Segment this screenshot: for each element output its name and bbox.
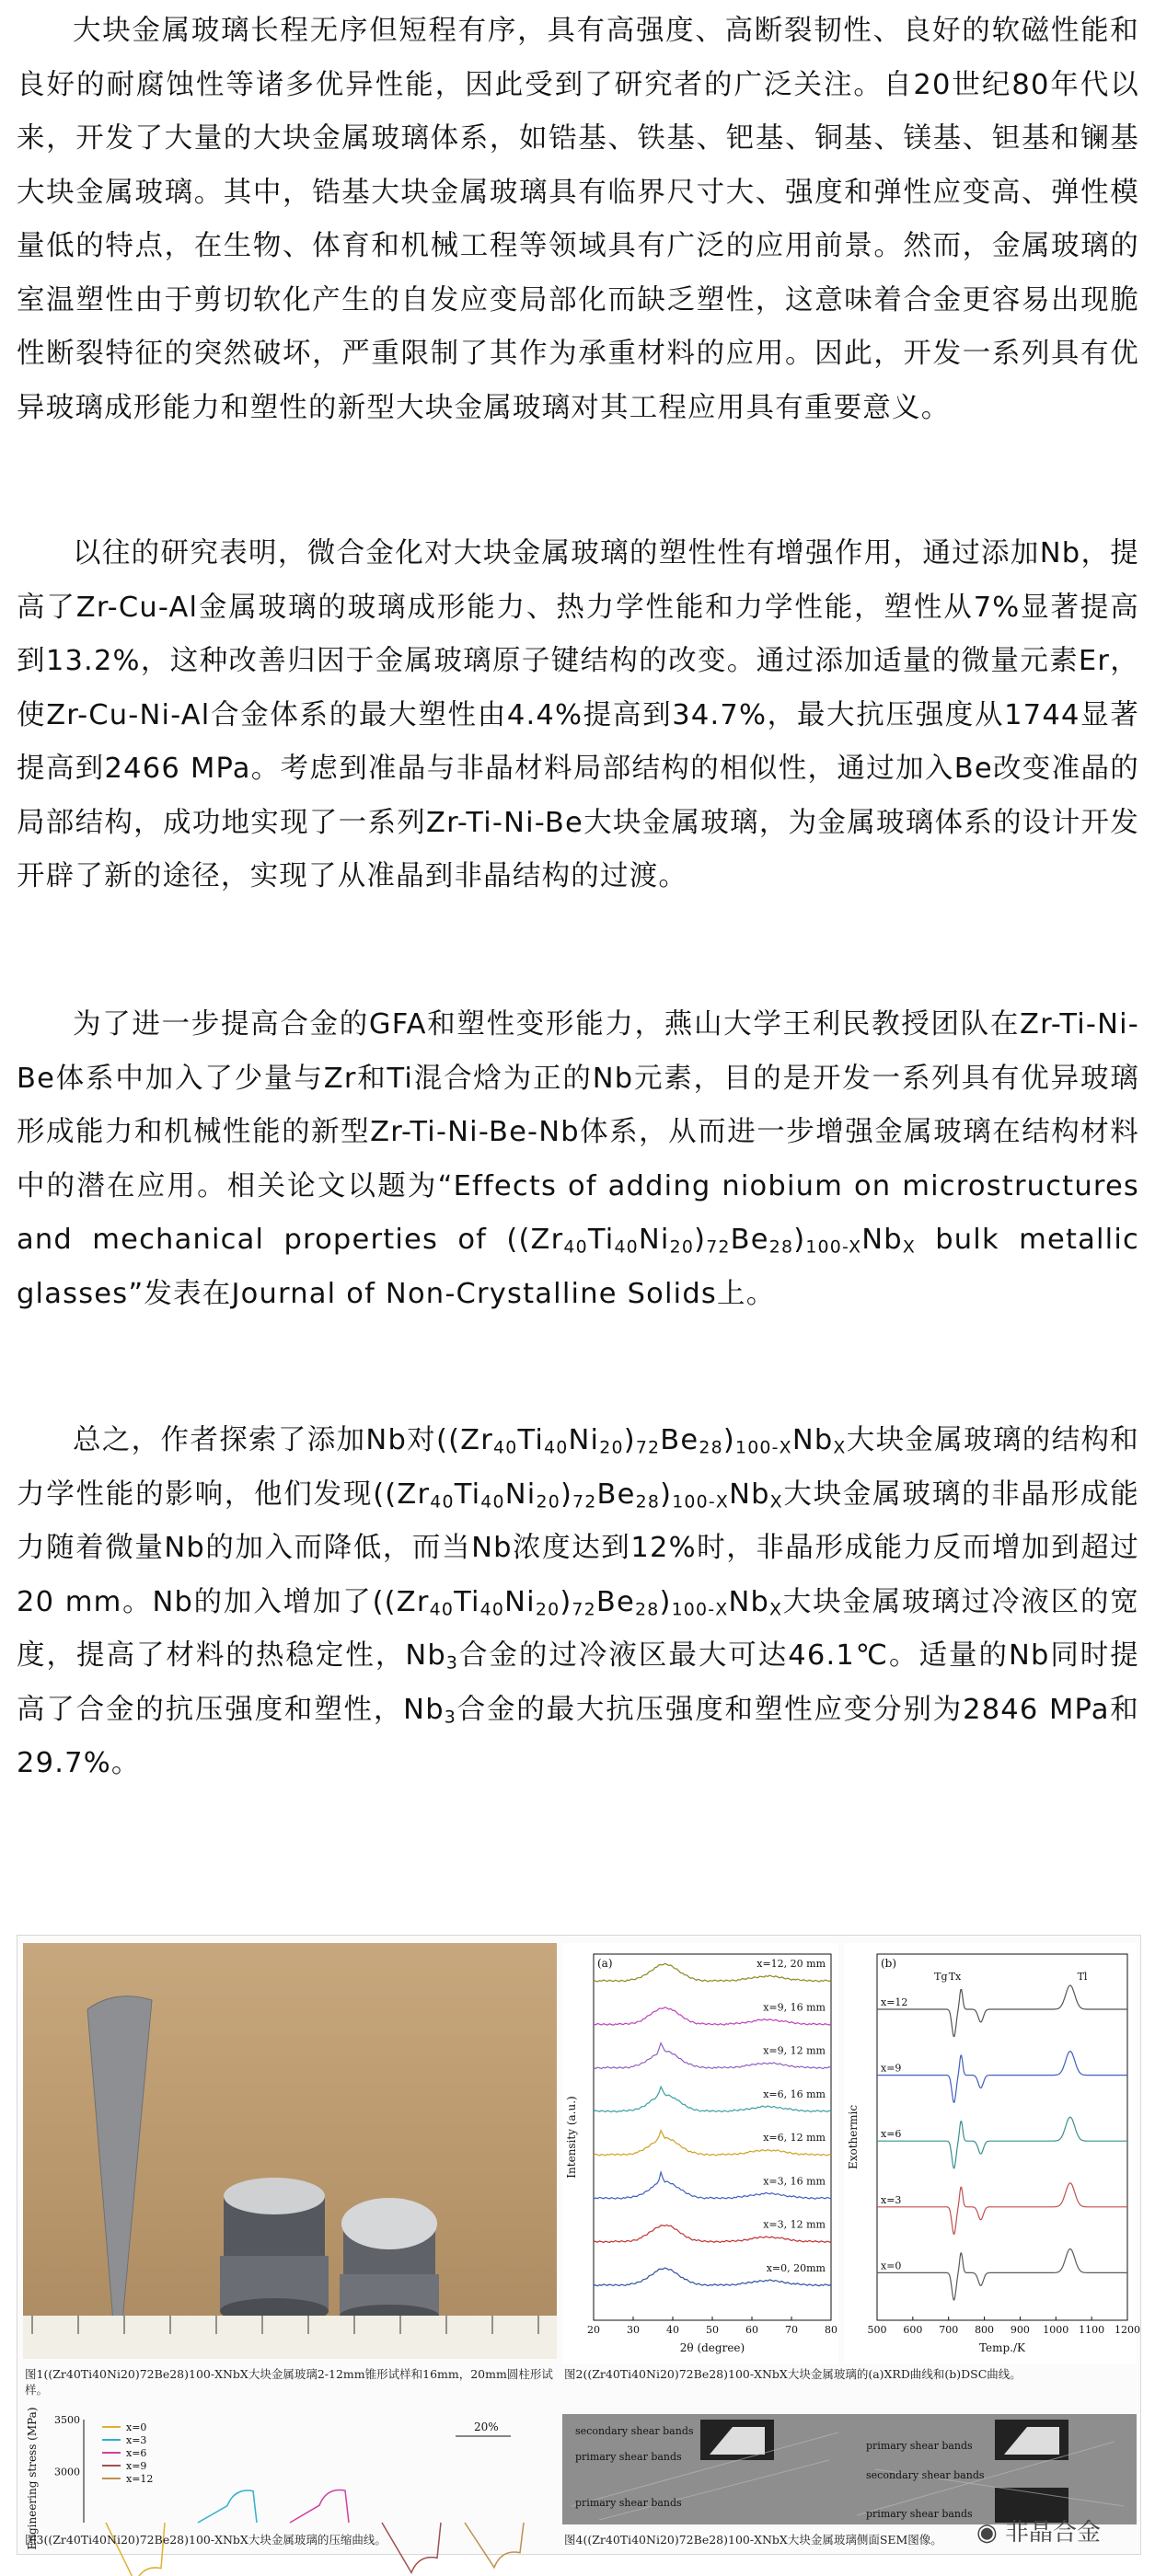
stress-legend-label-3: x=9 xyxy=(126,2460,147,2472)
cone-sample xyxy=(87,1996,152,2322)
dsc-tick-label-2: 700 xyxy=(939,2324,959,2336)
xrd-series-label-2: x=9, 12 mm xyxy=(763,2044,826,2057)
paragraph-background: 以往的研究表明，微合金化对大块金属玻璃的塑性性有增强作用，通过添加Nb，提高了Zr-Cu-Al金属玻璃的玻璃成形能力、热力学性能和力学性能，塑性从7%显著提高到13.2%，这种改善归因于金属玻璃原子键结构的改变。通过添加适量的微量元素Er，使Zr-Cu-Ni-Al合金体系的最大塑性由4.4%提高到34.7%，最大抗压强度从1744显著提高到2466 MPa。考虑到准晶与非晶材料局部结构的相似性，通过加入Be改变准晶的局部结构，成功地实现了一系列Zr-Ti-Ni-Be大块金属玻璃，为金属玻璃体系的设计开发开辟了新的途径，实现了从准晶到非晶结构的过渡。 xyxy=(17,537,1139,892)
stress-ylabel: Engineering stress (MPa) xyxy=(26,2407,39,2550)
xrd-tick-label-3: 50 xyxy=(706,2324,719,2336)
paragraph-study: 为了进一步提高合金的GFA和塑性变形能力，燕山大学王利民教授团队在Zr-Ti-Ni-Be体系中加入了少量与Zr和Ti混合焓为正的Nb元素，目的是开发一系列具有优异玻璃形成能力和机械性能的新型Zr-Ti-Ni-Be-Nb体系，从而进一步增强金属玻璃在结构材料中的潜在应用。相关论文以题为“Effects of adding niobium on microstructures and mechanical properties of $((Zr_{40}Ti_{40}Ni_{20})_{72}Be_{28})_{100-X}Nb_X$ bulk metallic glasses”发表在Journal of Non-Crystalline Solids上。 xyxy=(17,1008,1139,1310)
xrd-series-label-5: x=3, 16 mm xyxy=(763,2175,826,2188)
dsc-series-line-2 xyxy=(877,2117,1127,2168)
stress-tick-label-6: 3000 xyxy=(54,2466,80,2478)
sample-photo-drawing xyxy=(23,1943,557,2359)
xrd-series-label-6: x=3, 12 mm xyxy=(763,2218,826,2231)
xrd-ylabel: Intensity (a.u.) xyxy=(565,2096,578,2179)
stress-curve-2 xyxy=(290,2490,349,2523)
sample-photo xyxy=(23,1943,557,2359)
dsc-tick-label-6: 1100 xyxy=(1079,2324,1105,2336)
dsc-tick-label-7: 1200 xyxy=(1115,2324,1140,2336)
sem-label-5: primary shear bands xyxy=(575,2497,682,2509)
dsc-series-line-3 xyxy=(877,2183,1127,2235)
wechat-icon: ◉ xyxy=(976,2519,998,2547)
sem-label-1: secondary shear bands xyxy=(575,2425,694,2437)
dsc-tick-label-5: 1000 xyxy=(1043,2324,1069,2336)
xrd-tick-label-5: 70 xyxy=(785,2324,798,2336)
xrd-tick-label-1: 30 xyxy=(627,2324,640,2336)
sem-label-6: primary shear bands xyxy=(866,2508,973,2520)
sem-label-4: secondary shear bands xyxy=(866,2469,985,2481)
figure-composite xyxy=(17,1935,1141,2555)
dsc-tick-label-0: 500 xyxy=(867,2324,887,2336)
figure4-caption: 图4((Zr40Ti40Ni20)72Be28)100-XNbX大块金属玻璃侧面SEM图像。 xyxy=(564,2533,942,2547)
sem-label-2: primary shear bands xyxy=(575,2451,682,2463)
stress-legend-label-4: x=12 xyxy=(126,2473,154,2485)
xrd-xlabel: 2θ (degree) xyxy=(679,2341,745,2354)
paragraph-intro: 大块金属玻璃长程无序但短程有序，具有高强度、高断裂韧性、良好的软磁性能和良好的耐腐蚀性等诸多优异性能，因此受到了研究者的广泛关注。自20世纪80年代以来，开发了大量的大块金属玻璃体系，如锆基、铁基、钯基、铜基、镁基、钽基和镧基大块金属玻璃。其中，锆基大块金属玻璃具有临界尺寸大、强度和弹性应变高、弹性模量低的特点，在生物、体育和机械工程等领域具有广泛的应用前景。然而，金属玻璃的室温塑性由于剪切软化产生的自发应变局部化而缺乏塑性，这意味着合金更容易出现脆性断裂特征的突然破坏，严重限制了其作为承重材料的应用。因此，开发一系列具有优异玻璃成形能力和塑性的新型大块金属玻璃对其工程应用具有重要意义。 xyxy=(17,15,1139,424)
stress-legend-label-0: x=0 xyxy=(126,2421,147,2433)
xrd-series-label-4: x=6, 12 mm xyxy=(763,2132,826,2144)
dsc-tick-label-4: 900 xyxy=(1010,2324,1030,2336)
dsc-xlabel: Temp./K xyxy=(978,2341,1026,2354)
dsc-series-line-1 xyxy=(877,2052,1127,2103)
xrd-chart xyxy=(562,1943,838,2364)
dsc-annot-tl: Tl xyxy=(1077,1971,1088,1983)
stress-scale-label: 20% xyxy=(474,2421,499,2433)
figure3-caption: 图3((Zr40Ti40Ni20)72Be28)100-XNbX大块金属玻璃的压缩曲线。 xyxy=(25,2533,387,2547)
dsc-series-line-0 xyxy=(877,1985,1127,2037)
dsc-chart xyxy=(844,1943,1140,2364)
xrd-tick-label-4: 60 xyxy=(745,2324,758,2336)
xrd-series-label-1: x=9, 16 mm xyxy=(763,2001,826,2014)
dsc-series-line-4 xyxy=(877,2248,1127,2300)
dsc-series-label-1: x=9 xyxy=(881,2062,902,2075)
ruler xyxy=(23,2316,557,2359)
xrd-panel-label: (a) xyxy=(597,1957,613,1970)
watermark: ◉ 非晶合金 xyxy=(976,2519,1101,2547)
stress-curve-0 xyxy=(106,2523,165,2576)
dsc-ylabel: Exothermic xyxy=(847,2104,860,2170)
dsc-tick-label-3: 800 xyxy=(975,2324,995,2336)
stress-legend-label-2: x=6 xyxy=(126,2447,147,2459)
paragraph-conclusion: 总之，作者探索了添加Nb对$((Zr_{40}Ti_{40}Ni_{20})_{72}Be_{28})_{100-X}Nb_X$大块金属玻璃的结构和力学性能的影响，他们发现$((Zr_{40}Ti_{40}Ni_{20})_{72}Be_{28})_{100-X}Nb_X$大块金属玻璃的非晶形成能力随着微量Nb的加入而降低，而当Nb浓度达到12%时，非晶形成能力反而增加到超过20 mm。Nb的加入增加了$((Zr_{40}Ti_{40}Ni_{20})_{72}Be_{28})_{100-X}Nb_X$大块金属玻璃过冷液区的宽度，提高了材料的热稳定性，$Nb_3$合金的过冷液区最大可达46.1℃。适量的Nb同时提高了合金的抗压强度和塑性，$Nb_3$合金的最大抗压强度和塑性应变分别为2846 MPa和29.7%。 xyxy=(17,1424,1140,1779)
figure1-caption: 图1((Zr40Ti40Ni20)72Be28)100-XNbX大块金属玻璃2-12mm锥形试样和16mm，20mm圆柱形试样。 xyxy=(25,2367,553,2397)
stress-curve-3 xyxy=(382,2523,441,2572)
xrd-tick-label-2: 40 xyxy=(666,2324,679,2336)
xrd-series-label-7: x=0, 20mm xyxy=(766,2261,826,2274)
dsc-series-label-0: x=12 xyxy=(881,1996,908,2008)
sem-drawing xyxy=(562,2414,1137,2524)
sem-images xyxy=(562,2414,1137,2524)
figure2-caption: 图2((Zr40Ti40Ni20)72Be28)100-XNbX大块金属玻璃的(a)XRD曲线和(b)DSC曲线。 xyxy=(564,2367,1022,2381)
sem-label-3: primary shear bands xyxy=(866,2440,973,2452)
xrd-series-label-0: x=12, 20 mm xyxy=(757,1958,826,1970)
dsc-annot-tg: Tg xyxy=(934,1971,948,1983)
dsc-series-label-4: x=0 xyxy=(881,2260,902,2272)
xrd-tick-label-6: 80 xyxy=(825,2324,837,2336)
dsc-tick-label-1: 600 xyxy=(903,2324,923,2336)
stress-legend-label-1: x=3 xyxy=(126,2434,147,2446)
xrd-tick-label-0: 20 xyxy=(587,2324,600,2336)
dsc-panel-label: (b) xyxy=(881,1957,897,1970)
dsc-series-label-3: x=3 xyxy=(881,2193,902,2206)
dsc-series-label-2: x=6 xyxy=(881,2128,902,2141)
stress-curve-1 xyxy=(198,2490,257,2523)
xrd-series-label-3: x=6, 16 mm xyxy=(763,2087,826,2100)
stress-tick-label-7: 3500 xyxy=(54,2414,80,2426)
dsc-annot-tx: Tx xyxy=(948,1971,962,1983)
